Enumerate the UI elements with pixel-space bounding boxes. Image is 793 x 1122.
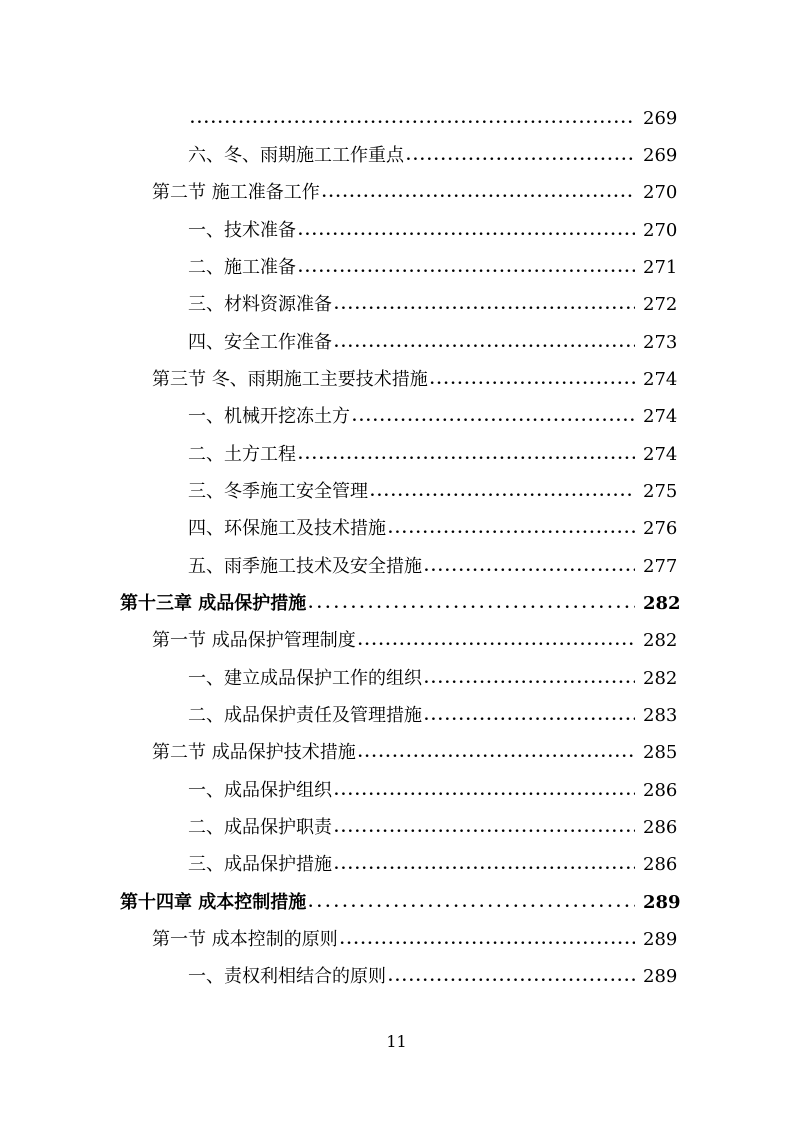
toc-entry[interactable] xyxy=(188,816,678,840)
toc-entry-title: 三、冬季施工安全管理 xyxy=(188,481,368,502)
toc-entry[interactable] xyxy=(188,965,678,989)
toc-entry-page: 286 xyxy=(643,854,678,875)
toc-entry-page: 289 xyxy=(643,929,678,950)
toc-entry[interactable] xyxy=(188,704,678,728)
toc-entry[interactable] xyxy=(188,555,678,579)
toc-leader-dots xyxy=(424,555,635,579)
toc-entry[interactable] xyxy=(188,517,678,541)
toc-leader-dots xyxy=(340,928,635,952)
toc-entry-page: 276 xyxy=(643,518,678,539)
toc-entry-title: 第二节 施工准备工作 xyxy=(152,182,320,203)
toc-entry[interactable] xyxy=(152,629,678,653)
toc-entry[interactable] xyxy=(188,853,678,877)
toc-leader-dots xyxy=(388,965,635,989)
toc-entry-page: 271 xyxy=(643,257,678,278)
toc-leader-dots xyxy=(298,219,635,243)
toc-entry-title: 二、施工准备 xyxy=(188,257,296,278)
toc-entry-page: 270 xyxy=(643,220,678,241)
toc-leader-dots xyxy=(358,741,635,765)
toc-leader-dots xyxy=(298,443,635,467)
toc-entry-page: 269 xyxy=(643,108,678,129)
toc-entry[interactable] xyxy=(188,219,678,243)
toc-entry[interactable] xyxy=(188,256,678,280)
toc-entry[interactable] xyxy=(120,592,681,616)
toc-entry-title: 六、冬、雨期施工工作重点 xyxy=(188,145,404,166)
toc-entry-page: 274 xyxy=(643,369,678,390)
toc-entry-page: 273 xyxy=(643,332,678,353)
toc-entry[interactable] xyxy=(188,480,678,504)
toc-entry-title: 二、成品保护职责 xyxy=(188,817,332,838)
toc-entry-page: 275 xyxy=(643,481,678,502)
toc-leader-dots xyxy=(298,256,635,280)
toc-entry-page: 289 xyxy=(643,966,678,987)
toc-leader-dots xyxy=(190,107,635,131)
toc-entry-title: 二、土方工程 xyxy=(188,444,296,465)
toc-entry-title: 一、责权利相结合的原则 xyxy=(188,966,386,987)
toc-leader-dots xyxy=(424,704,635,728)
toc-entry[interactable] xyxy=(188,405,678,429)
toc-leader-dots xyxy=(334,779,635,803)
toc-entry-page: 274 xyxy=(643,444,678,465)
toc-entry[interactable] xyxy=(188,293,678,317)
toc-entry[interactable] xyxy=(152,741,678,765)
toc-entry-title: 四、安全工作准备 xyxy=(188,332,332,353)
toc-entry[interactable] xyxy=(188,779,678,803)
toc-entry[interactable] xyxy=(152,368,678,392)
toc-leader-dots xyxy=(430,368,635,392)
toc-entry-page: 269 xyxy=(643,145,678,166)
toc-entry-title: 二、成品保护责任及管理措施 xyxy=(188,705,422,726)
toc-entry[interactable] xyxy=(188,144,678,168)
toc-entry-title: 五、雨季施工技术及安全措施 xyxy=(188,556,422,577)
toc-leader-dots xyxy=(308,891,635,915)
toc-entry-title: 三、材料资源准备 xyxy=(188,294,332,315)
page-number: 11 xyxy=(386,1032,407,1051)
toc-entry-title: 一、建立成品保护工作的组织 xyxy=(188,668,422,689)
toc-entry-page: 285 xyxy=(643,742,678,763)
toc-leader-dots xyxy=(334,853,635,877)
toc-leader-dots xyxy=(388,517,635,541)
toc-entry-page: 286 xyxy=(643,817,678,838)
toc-entry-page: 272 xyxy=(643,294,678,315)
toc-entry-title: 四、环保施工及技术措施 xyxy=(188,518,386,539)
toc-entry-page: 274 xyxy=(643,406,678,427)
toc-entry-title: 第三节 冬、雨期施工主要技术措施 xyxy=(152,369,428,390)
toc-entry-title: 第一节 成品保护管理制度 xyxy=(152,630,356,651)
toc-leader-dots xyxy=(424,667,635,691)
toc-leader-dots xyxy=(334,293,635,317)
toc-entry-title: 第十三章 成品保护措施 xyxy=(120,593,307,614)
toc-leader-dots xyxy=(334,816,635,840)
toc-leader-dots xyxy=(406,144,635,168)
toc-entry-page: 286 xyxy=(643,780,678,801)
toc-leader-dots xyxy=(308,592,635,616)
toc-entry[interactable] xyxy=(188,107,678,131)
toc-entry-title: 一、机械开挖冻土方 xyxy=(188,406,350,427)
toc-entry[interactable] xyxy=(188,443,678,467)
toc-entry[interactable] xyxy=(152,181,678,205)
toc-entry-title: 三、成品保护措施 xyxy=(188,854,332,875)
toc-entry-page: 282 xyxy=(643,593,681,614)
toc-entry[interactable] xyxy=(152,928,678,952)
toc-entry-page: 289 xyxy=(643,892,681,913)
toc-leader-dots xyxy=(352,405,635,429)
toc-entry[interactable] xyxy=(188,331,678,355)
toc-entry-title: 一、技术准备 xyxy=(188,220,296,241)
toc-leader-dots xyxy=(334,331,635,355)
toc-leader-dots xyxy=(322,181,635,205)
toc-entry-page: 283 xyxy=(643,705,678,726)
toc-entry-title: 第十四章 成本控制措施 xyxy=(120,892,307,913)
toc-leader-dots xyxy=(358,629,635,653)
toc-entry-page: 277 xyxy=(643,556,678,577)
toc-entry-page: 282 xyxy=(643,668,678,689)
toc-entry-title: 第二节 成品保护技术措施 xyxy=(152,742,356,763)
toc-leader-dots xyxy=(370,480,635,504)
toc-entry-page: 270 xyxy=(643,182,678,203)
toc-entry[interactable] xyxy=(120,891,681,915)
toc-entry[interactable] xyxy=(188,667,678,691)
toc-entry-title: 一、成品保护组织 xyxy=(188,780,332,801)
toc-entry-page: 282 xyxy=(643,630,678,651)
toc-entry-title: 第一节 成本控制的原则 xyxy=(152,929,338,950)
